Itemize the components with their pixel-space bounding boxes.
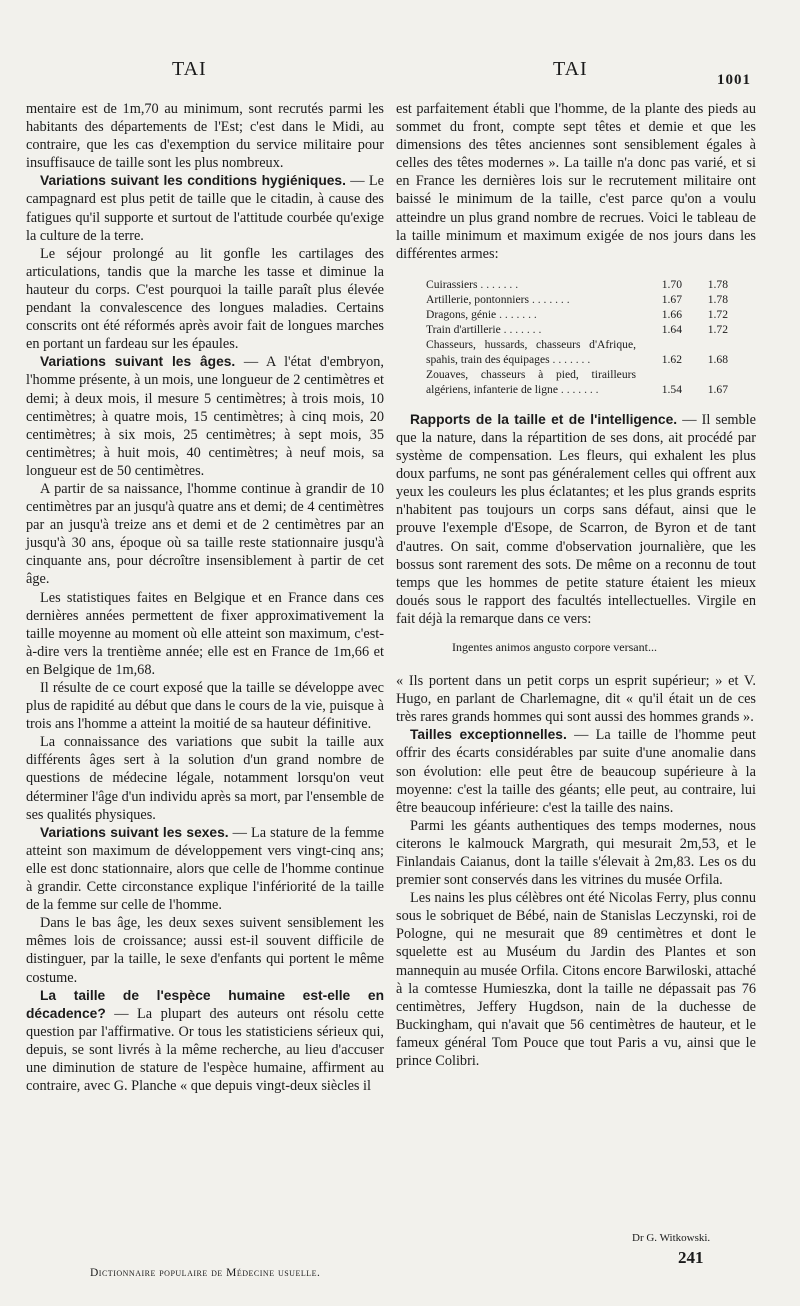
arm-label: Dragons, génie . . . . . . . [426, 307, 537, 321]
section-paragraph [396, 726, 756, 816]
max-height: 1.67 [707, 382, 728, 396]
section-title: Rapports de la taille et de l'intelligence. [410, 411, 678, 427]
paragraph: mentaire est de 1m,70 au minimum, sont recrutés parmi les habitants des départements de l'Est; c'est dans le Midi, au contraire, que les cas d'exemption du service militaire pour insuffisauce de taille sont les plus nombreux. [26, 101, 384, 172]
max-height: 1.72 [707, 307, 728, 321]
running-head-left: TAI [172, 58, 207, 80]
arm-label: Artillerie, pontonniers . . . . . . . [426, 292, 570, 306]
section-text: — La plupart des auteurs ont résolu cette question par l'affirmative. Or tous les statisticiens sérieux qui, depuis, se sont livrés à la même recherche, au lieu d'accuser une diminution de stature de l'espèce humaine, affirment au contraire, avec G. Planche « que depuis vingt-deux siècles il [26, 1005, 384, 1095]
section-text: — A l'état d'embryon, l'homme présente, à un mois, une longueur de 2 centimètres et demi; à deux mois, il mesure 5 centimètres; à trois mois, 10 centimètres; à quatre mois, 15 centimètres; à cinq mois, 20 centimètres; à six mois, 25 centimètres; à sept mois, 35 centimètres; à huit mois, 40 centimètres; à neuf mois, sa longueur est de 50 centimètres. [26, 354, 384, 479]
max-height: 1.72 [707, 322, 728, 336]
leader-dots: . . . . . . . [499, 307, 537, 321]
leader-dots: . . . . . . . [503, 322, 542, 336]
max-height: 1.78 [707, 277, 728, 291]
leader-dots: . . . . . . . [480, 277, 519, 291]
section-text: — Il semble que la nature, dans la répartition de ses dons, ait procédé par système de compensation. Les fleurs, qui exhalent les plus doux parfums, ne sont pas généralement celles qui offrent aux yeux les couleurs les plus éclatantes; et les plus grands esprits n'habitent pas toujours un corps sans défaut, ainsi que le prouve l'exemple d'Esope, de Scarron, de Byron et de tant d'autres. On sait, comme d'observation journalière, que les bossus sont rarement des sots. De même on a reconnu de tout temps que les hommes de petite stature étaient les mieux doués sous le rapport des facultés intellectuelles. Virgile en fait déjà la remarque dans ce vers: [396, 411, 756, 627]
section-text: — La stature de la femme atteint son maximum de développement vers vingt-cinq ans; elle est donc stationnaire, alors que celle de l'homme continue à grandir. Cette circonstance explique l'infériorité de la taille de la femme sur celle de l'homme. [26, 824, 384, 914]
section-paragraph [26, 824, 384, 914]
section-paragraph [26, 987, 384, 1096]
section-text: — La taille de l'homme peut offrir des écarts considérables par suite d'une anomalie dans son évolution: elle peut être de beaucoup supérieure à la moyenne: c'est la taille des géants; elle peut, au contraire, lui être beaucoup inférieure: c'est la taille des nains. [396, 727, 756, 816]
leader-dots: . . . . . . . [552, 352, 591, 366]
latin-quote: Ingentes animos angusto corpore versant... [452, 639, 657, 654]
max-height: 1.68 [707, 352, 728, 366]
min-height: 1.64 [661, 322, 682, 336]
min-height: 1.66 [661, 307, 682, 321]
paragraph: La connaissance des variations que subit la taille aux différents âges sert à la solution d'un grand nombre de questions de médecine légale, notamment lorsqu'on veut déterminer l'âge d'un individu après sa mort, par l'ensemble de ses qualités physiques. [26, 734, 384, 823]
paragraph: Les statistiques faites en Belgique et en France dans ces dernières années permettent de fixer approximativement la taille moyenne au moment où elle atteint son maximum, c'est-à-dire vers la trentième année; elle est en France de 1m,66 et en Belgique de 1m,68. [26, 589, 384, 678]
table-row [426, 337, 728, 367]
height-requirements-table [426, 277, 728, 397]
table-row [426, 292, 728, 307]
section-paragraph [26, 172, 384, 244]
leader-dots: . . . . . . . [560, 382, 599, 396]
min-height: 1.67 [661, 292, 682, 306]
sheet-number: 241 [678, 1248, 704, 1267]
running-head-right: TAI [553, 58, 588, 80]
max-height: 1.78 [707, 292, 728, 306]
arm-label: Zouaves, chasseurs à pied, tirailleurs algériens, infanterie de ligne . . . . . . . [426, 367, 636, 396]
paragraph: Dans le bas âge, les deux sexes suivent sensiblement les mêmes lois de croissance; aussi est-il souvent difficile de distinguer, par la taille, le sexe d'enfants qui portent le même costume. [26, 915, 384, 986]
section-title: La taille de l'espèce humaine est-elle en décadence? [26, 987, 384, 1021]
paragraph: est parfaitement établi que l'homme, de la plante des pieds au sommet du front, compte sept têtes et demie et que les dimensions des têtes anciennes sont sensiblement égales à celles des têtes modernes ». La taille n'a donc pas varié, et si en France les dernières lois sur le recrutement militaire ont baissé le minimum de la taille, c'est parce qu'on a voulu atteindre un plus grand nombre de recrues. Voici le tableau de la taille minimum et maximum exigée de nos jours dans les différentes armes: [396, 101, 756, 262]
leader-dots: . . . . . . . [531, 292, 570, 306]
min-height: 1.54 [661, 382, 682, 396]
book-footer: Dictionnaire populaire de Médecine usuelle. [90, 1267, 321, 1279]
left-column [26, 100, 384, 1095]
section-paragraph [26, 353, 384, 480]
paragraph: Les nains les plus célèbres ont été Nicolas Ferry, plus connu sous le sobriquet de Bébé, nain de Stanislas Leczynski, roi de Pologne, qui ne mesurait que 89 centimètres et dont le squelette est au Muséum du Jardin des Plantes et son mannequin au musée Orfila. Citons encore Barwiloski, attaché à la comtesse Humieszka, dont la taille ne dépassait pas 76 centimètres, Jeffery Hugdson, nain de la duchesse de Buckingham, qui n'avait que 56 centimètres de hauteur, et le fameux général Tom Pouce que tout Paris a vu, ainsi que le prince Colibri. [396, 890, 756, 1070]
author-signature: Dr G. Witkowski. [632, 1232, 711, 1244]
arm-label: Chasseurs, hussards, chasseurs d'Afrique, spahis, train des équipages . . . . . . . [426, 337, 636, 366]
section-title: Variations suivant les âges. [40, 354, 236, 370]
table-row [426, 277, 728, 292]
section-title: Tailles exceptionnelles. [410, 727, 567, 743]
paragraph: « Ils portent dans un petit corps un esprit supérieur; » et V. Hugo, en parlant de Charlemagne, dit « qu'il était un de ces très rares grands hommes qui sont aussi des hommes grands ». [396, 673, 756, 726]
min-height: 1.62 [661, 352, 682, 366]
paragraph: A partir de sa naissance, l'homme continue à grandir de 10 centimètres par an jusqu'à quatre ans et demi; de 4 centimètres par an jusqu'à treize ans et demi et de 2 centimètres par an jusqu'à 30 ans, époque où sa taille reste stationnaire jusqu'à cinquante ans, pour décroître insensiblement à partir de cet âge. [26, 480, 384, 588]
table-row [426, 307, 728, 322]
right-column [396, 100, 756, 1070]
section-title: Variations suivant les sexes. [40, 824, 229, 840]
arm-label: Train d'artillerie . . . . . . . [426, 322, 542, 336]
paragraph: Le séjour prolongé au lit gonfle les cartilages des articulations, tandis que la marche les tasse et diminue la hauteur du corps. C'est pourquoi la taille paraît plus élevée pendant la convalescence des longues maladies. Certains conscrits ont été réformés après avoir fait de longues marches en portant un fardeau sur les épaules. [26, 245, 384, 353]
section-title: Variations suivant les conditions hygiéniques. [40, 173, 346, 189]
paragraph: Parmi les géants authentiques des temps modernes, nous citerons le kalmouck Margrath, qui mesurait 2m,53, et le Finlandais Caianus, dont la taille s'élevait à 2m,83. Les os du premier sont conservés dans les vitrines du musée Orfila. [396, 817, 756, 889]
section-text: — Le campagnard est plus petit de taille que le citadin, à cause des fatigues qu'il supporte et surtout de l'attitude courbée qu'exige la culture de la terre. [26, 173, 384, 244]
table-row [426, 367, 728, 397]
page-number: 1001 [717, 72, 751, 88]
arm-label: Cuirassiers . . . . . . . [426, 277, 519, 291]
section-paragraph [396, 411, 756, 628]
min-height: 1.70 [661, 277, 682, 291]
paragraph: Il résulte de ce court exposé que la taille se développe avec plus de rapidité au début que dans le cours de la vie, puisque à trois ans l'homme a atteint la moitié de sa hauteur définitive. [26, 680, 384, 733]
table-row [426, 322, 728, 337]
